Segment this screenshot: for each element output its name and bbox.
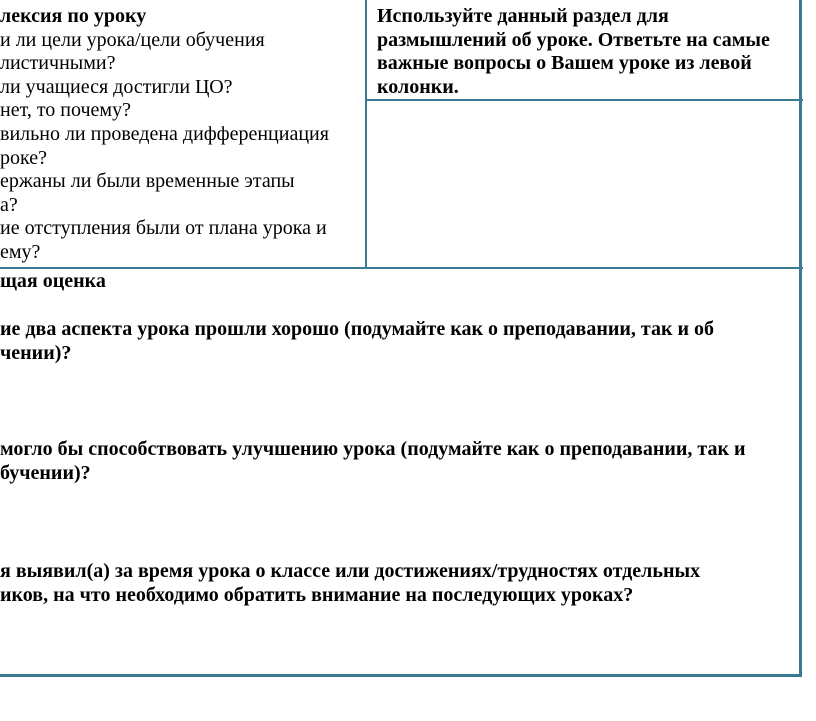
reflection-cell	[0, 5, 329, 265]
instruction-cell	[377, 5, 770, 99]
summary-question-line: ие два аспекта урока прошли хорошо (подумайте как о преподавании, так и об	[0, 318, 715, 340]
reflection-question-line: листичными?	[0, 52, 116, 75]
summary-question-line: иков, на что необходимо обратить внимание на последующих уроках?	[0, 583, 634, 606]
reflection-question-line: а?	[0, 193, 18, 216]
summary-question-1	[0, 318, 714, 365]
summary-question-line: могло бы способствовать улучшению урока (подумайте как о преподавании, так и	[0, 438, 746, 460]
summary-question-2	[0, 438, 746, 485]
summary-question-line: чении)?	[0, 341, 72, 364]
summary-title: щая оценка	[0, 270, 106, 292]
reflection-question-line: ли учащиеся достигли ЦО?	[0, 75, 233, 98]
reflection-question-line: и ли цели урока/цели обучения	[0, 28, 265, 51]
reflection-question-line: нет, то почему?	[0, 99, 131, 122]
column-divider	[365, 0, 367, 268]
reflection-title: лексия по уроку	[0, 5, 147, 27]
instruction-line: размышлений об уроке. Ответьте на самые	[377, 28, 770, 51]
instruction-line: важные вопросы о Вашем уроке из левой	[377, 52, 752, 75]
summary-question-3	[0, 560, 700, 607]
reflection-question-line: ему?	[0, 240, 41, 263]
instruction-line: Используйте данный раздел для	[377, 5, 669, 27]
reflection-question-line: роке?	[0, 146, 47, 169]
reflection-question-line: ержаны ли были временные этапы	[0, 170, 295, 193]
reflection-question-line: вильно ли проведена дифференциация	[0, 122, 329, 145]
summary-row-divider	[0, 267, 803, 269]
instruction-line: колонки.	[377, 75, 459, 98]
summary-question-line: бучении)?	[0, 461, 91, 484]
summary-question-line: я выявил(а) за время урока о классе или достижениях/трудностях отдельных	[0, 560, 701, 582]
reflection-question-line: ие отступления были от плана урока и	[0, 217, 327, 240]
